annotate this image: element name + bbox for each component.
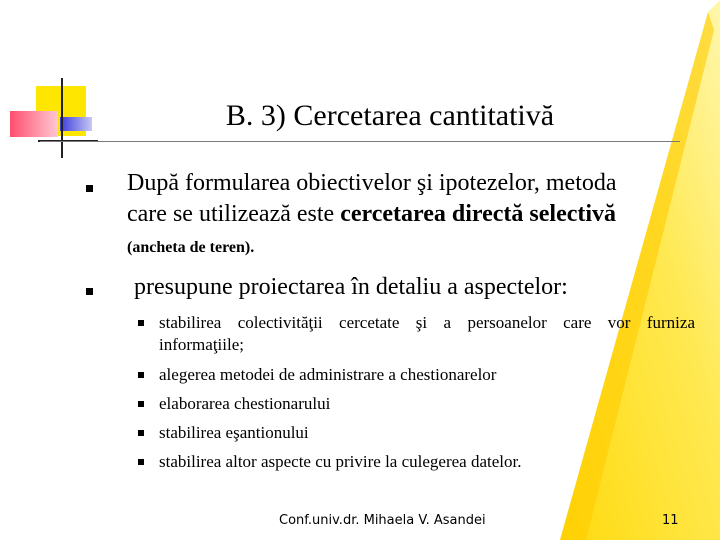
footer-author: Conf.univ.dr. Mihaela V. Asandei — [279, 513, 486, 528]
title-divider — [40, 141, 680, 142]
sub-bullet-marker — [138, 401, 144, 407]
sub-item-3: elaborarea chestionarului — [159, 394, 331, 413]
bullet-1-line-1: După formularea obiectivelor şi ipotezelor, metoda — [127, 170, 617, 196]
blue-bar-accent — [60, 117, 92, 131]
sub-item-5: stabilirea altor aspecte cu privire la culegerea datelor. — [159, 452, 522, 471]
sub-bullet-marker — [138, 430, 144, 436]
sub-item-1-line-1: stabilirea colectivităţii cercetate şi a persoanelor care vor furniza — [159, 313, 695, 332]
sub-item-4: stabilirea eşantionului — [159, 423, 309, 442]
bullet-1-note: (ancheta de teren). — [127, 239, 255, 256]
bullet-marker — [86, 185, 93, 192]
sub-bullet-marker — [138, 459, 144, 465]
sub-item-2: alegerea metodei de administrare a chestionarelor — [159, 365, 497, 384]
bullet-marker — [86, 288, 93, 295]
bullet-1-line-2-prefix: care se utilizează este — [127, 201, 341, 227]
sub-bullet-marker — [138, 320, 144, 326]
red-bar-accent — [10, 111, 58, 137]
sub-item-1-line-2: informaţiile; — [159, 335, 244, 354]
slide-title: B. 3) Cercetarea cantitativă — [225, 99, 555, 132]
bullet-2-text: presupune proiectarea în detaliu a aspectelor: — [134, 274, 568, 300]
sub-bullet-marker — [138, 372, 144, 378]
bullet-1-emphasis: cercetarea directă selectivă — [340, 201, 617, 227]
page-number: 11 — [662, 513, 679, 528]
bullet-1-line-3 — [127, 238, 254, 258]
bullet-1-line-2 — [127, 199, 616, 230]
